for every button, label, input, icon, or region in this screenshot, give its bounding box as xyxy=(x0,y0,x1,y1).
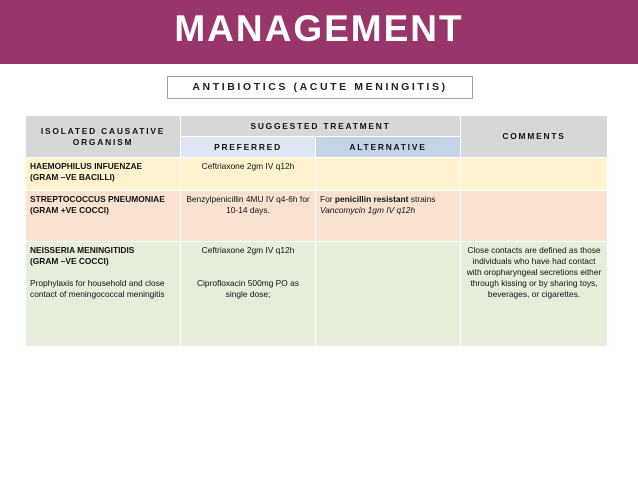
organism-name: STREPTOCOCCUS PNEUMONIAE xyxy=(30,194,165,204)
alternative-cell xyxy=(316,242,461,347)
alternative-cell xyxy=(316,158,461,191)
alternative-emphasis: penicillin resistant xyxy=(334,194,409,204)
table-row xyxy=(26,242,608,347)
header-suggested-treatment: SUGGESTED TREATMENT xyxy=(181,116,461,137)
organism-cell xyxy=(26,158,181,191)
table-row xyxy=(26,191,608,242)
preferred-cell: Benzylpenicillin 4MU IV q4-6h for 10-14 days. xyxy=(181,191,316,242)
comments-cell xyxy=(461,191,608,242)
table-header-row xyxy=(26,116,608,137)
comments-cell xyxy=(461,158,608,191)
preferred-cell: Ceftriaxone 2gm IV q12h xyxy=(181,158,316,191)
organism-note: Prophylaxis for household and close contact of meningococcal meningitis xyxy=(30,278,165,299)
antibiotics-table xyxy=(25,115,608,347)
header-organism: ISOLATED CAUSATIVE ORGANISM xyxy=(26,116,181,158)
header-alternative: ALTERNATIVE xyxy=(316,137,461,158)
organism-name: NEISSERIA MENINGITIDIS xyxy=(30,245,135,255)
organism-cell xyxy=(26,191,181,242)
preferred-drug: Ceftriaxone 2gm IV q12h xyxy=(201,245,295,255)
header-preferred: PREFERRED xyxy=(181,137,316,158)
alternative-suffix: strains xyxy=(408,194,436,204)
title-banner xyxy=(0,0,638,64)
comments-cell: Close contacts are defined as those individuals who have had contact with oropharyngeal secretions either through kissing or by sharing toys, beverages, or cigarettes. xyxy=(461,242,608,347)
alternative-prefix: For xyxy=(320,194,335,204)
preferred-cell xyxy=(181,242,316,347)
organism-gram: (GRAM –VE COCCI) xyxy=(30,256,109,266)
organism-name: HAEMOPHILUS INFUENZAE xyxy=(30,161,143,171)
organism-gram: (GRAM –VE BACILLI) xyxy=(30,172,115,182)
alternative-cell xyxy=(316,191,461,242)
section-subtitle: ANTIBIOTICS (ACUTE MENINGITIS) xyxy=(167,76,473,99)
organism-gram: (GRAM +VE COCCI) xyxy=(30,205,109,215)
page-title: MANAGEMENT xyxy=(174,8,464,49)
alternative-drug: Vancomycin 1gm IV q12h xyxy=(320,205,416,215)
table-row xyxy=(26,158,608,191)
preferred-drug-2: Ciprofloxacin 500mg PO as single dose; xyxy=(197,278,299,299)
organism-cell xyxy=(26,242,181,347)
header-comments: COMMENTS xyxy=(461,116,608,158)
